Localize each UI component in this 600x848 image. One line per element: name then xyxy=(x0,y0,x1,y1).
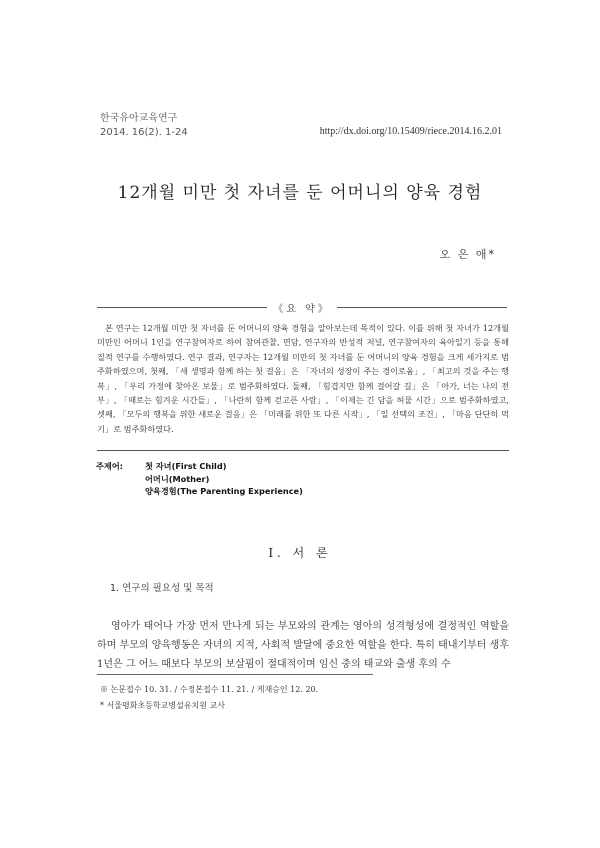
footnote-rule xyxy=(97,674,373,675)
keyword-item: 첫 자녀(First Child) xyxy=(145,461,227,471)
keyword-item: 어머니(Mother) xyxy=(145,473,210,484)
abstract-label: 《요 약》 xyxy=(273,304,331,315)
journal-name: 한국유아교육연구 xyxy=(100,113,178,124)
journal-issue: 2014. 16(2). 1-24 xyxy=(100,127,188,138)
author-name: 오 은 애* xyxy=(439,248,496,261)
paper-title: 12개월 미만 첫 자녀를 둔 어머니의 양육 경험 xyxy=(117,183,483,203)
keyword-item: 양육경험(The Parenting Experience) xyxy=(145,486,303,496)
keywords-list xyxy=(145,460,303,498)
subsection-heading: 1. 연구의 필요성 및 목적 xyxy=(110,583,214,594)
footnote-received: ※ 논문접수 10. 31. / 수정본접수 11. 21. / 게재승인 12. 20. xyxy=(100,685,319,694)
journal-info xyxy=(100,112,188,140)
abstract-text: 본 연구는 12개월 미만 첫 자녀를 둔 어머니의 양육 경험을 알아보는데 목적이 있다. 이를 위해 첫 자녀가 12개월 미만인 어머니 1인을 연구참여자로 하여 참여관찰, 면담, 연구자의 반성적 저널, 연구참여자의 육아일기 등을 통해 질적 연구를 수행하였다. 연구 결과, 연구자는 12개월 미만의 첫 자녀를 둔 어머니의 양육 경험을 크게 세가지로 범주화하였으며, 첫째, 「새 생명과 함께 하는 첫 걸음」은 「자녀의 성장이 주는 경이로움」, 「최고의 것을 주는 행복」, 「우리 가정에 찾아온 보물」로 범주화하였다. 둘째, 「힘겹지만 함께 걸어갈 길」은 「아가, 너는 나의 전부」, 「때로는 힘겨운 시간들」, 「나란히 함께 걷고픈 사람」, 「이제는 긴 담을 허물 시간」으로 범주화하였고, 셋째, 「모두의 행복을 위한 새로운 걸음」은 「미래를 위한 또 다른 시작」, 「일 선택의 조건」, 「마음 단단히 먹기」로 범주화하였다. xyxy=(97,323,509,434)
body-paragraph: 영아가 태어나 가장 먼저 만나게 되는 부모와의 관계는 영아의 성격형성에 결정적인 역할을 하며 부모의 양육행동은 자녀의 지적, 사회적 발달에 중요한 역할을 한다. 특히 태내기부터 생후 1년은 그 어느 때보다 부모의 보살핌이 절대적이며 임신 중의 태교와 출생 후의 수 xyxy=(97,621,509,670)
abstract-heading xyxy=(97,300,507,314)
abstract-bottom-rule xyxy=(97,450,509,451)
doi-link[interactable]: http://dx.doi.org/10.15409/riece.2014.16.2.01 xyxy=(319,126,502,137)
abstract-rule-right xyxy=(337,307,507,308)
abstract-rule-left xyxy=(97,307,267,308)
section-heading: Ⅰ. 서 론 xyxy=(268,546,332,560)
keywords-label: 주제어: xyxy=(96,461,124,471)
footnote-affiliation: * 서울평화초등학교병설유치원 교사 xyxy=(100,701,226,710)
